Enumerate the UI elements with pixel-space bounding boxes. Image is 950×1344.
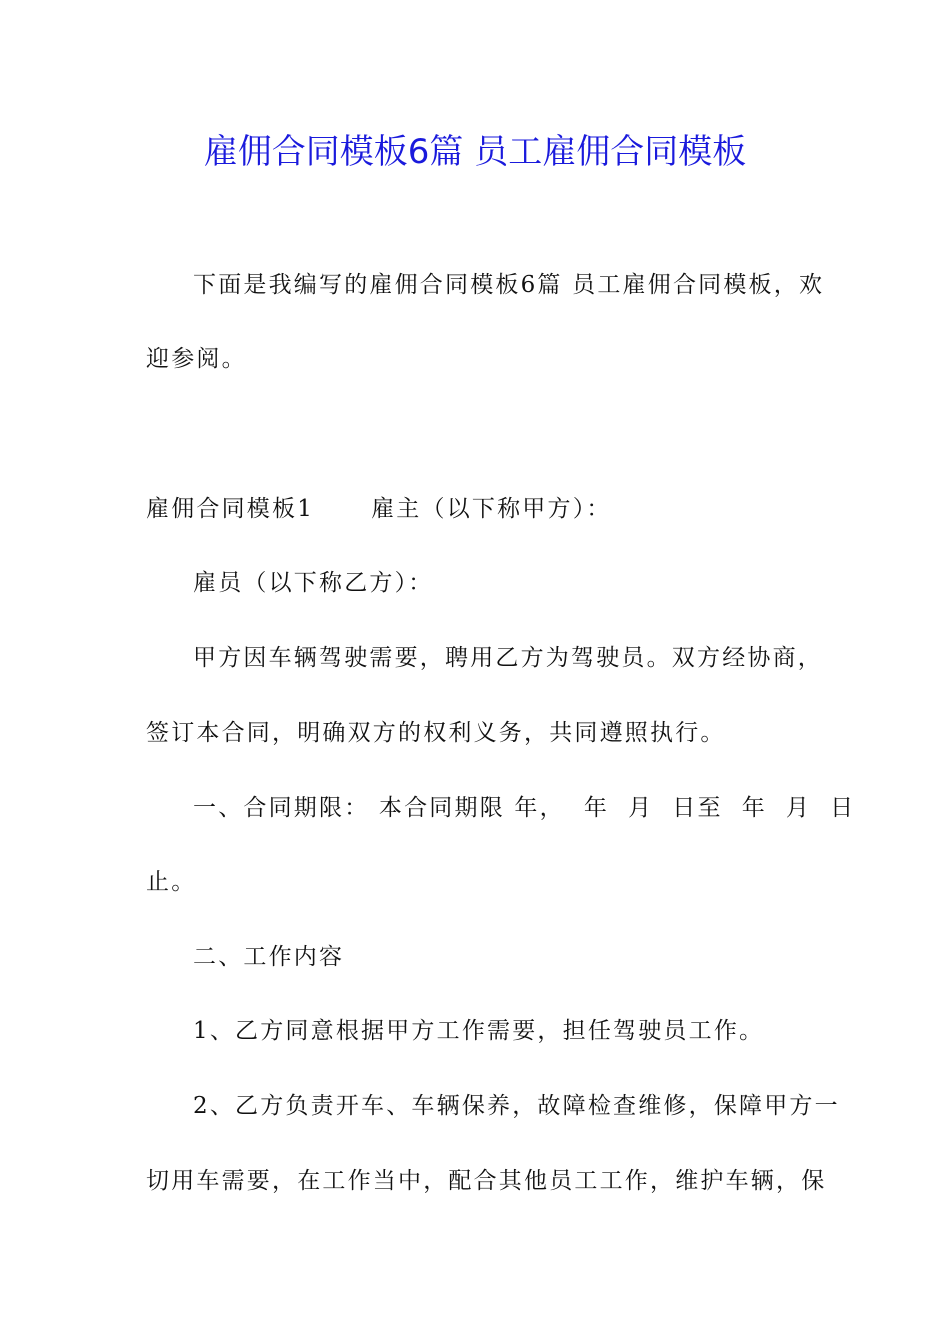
paragraph-line-2: 签订本合同，明确双方的权利义务，共同遵照执行。 xyxy=(146,720,726,746)
document-title: 雇佣合同模板6篇 员工雇佣合同模板 xyxy=(203,132,747,172)
item-2-line-2: 切用车需要，在工作当中，配合其他员工工作，维护车辆，保 xyxy=(146,1168,827,1194)
section-heading-line: 雇佣合同模板1 雇主（以下称甲方）： xyxy=(146,496,612,522)
term-line-2: 止。 xyxy=(146,869,197,895)
paragraph-line-1: 甲方因车辆驾驶需要，聘用乙方为驾驶员。双方经协商， xyxy=(193,645,823,671)
item-2-line-1: 2、乙方负责开车、车辆保养，故障检查维修，保障甲方一 xyxy=(193,1093,840,1119)
intro-line-2: 迎参阅。 xyxy=(146,346,247,372)
employee-line: 雇员（以下称乙方）： xyxy=(193,570,434,596)
item-1-line: 1、乙方同意根据甲方工作需要，担任驾驶员工作。 xyxy=(193,1018,765,1044)
term-line-1: 一、合同期限： 本合同期限 年， 年 月 日至 年 月 日 xyxy=(193,795,856,821)
work-content-heading: 二、工作内容 xyxy=(193,944,345,970)
intro-line-1: 下面是我编写的雇佣合同模板6篇 员工雇佣合同模板，欢 xyxy=(193,272,825,298)
